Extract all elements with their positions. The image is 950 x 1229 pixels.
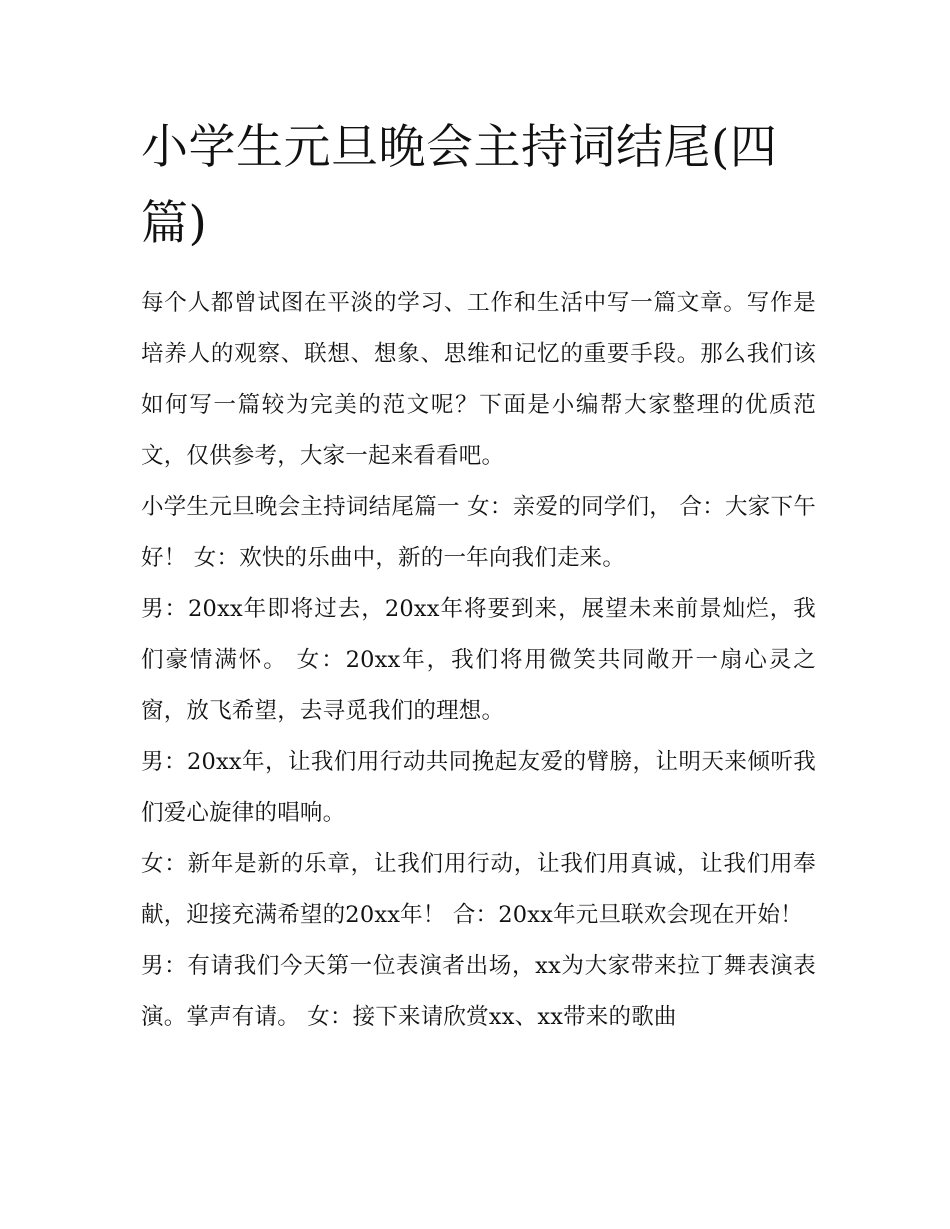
body-paragraph: 男：有请我们今天第一位表演者出场，xx为大家带来拉丁舞表演表演。掌声有请。 女：接下来请欣赏xx、xx带来的歌曲 <box>141 953 816 1030</box>
document-body <box>141 110 816 1043</box>
body-paragraph: 小学生元旦晚会主持词结尾篇一 女：亲爱的同学们， 合：大家下午好！ 女：欢快的乐曲中，新的一年向我们走来。 <box>141 494 816 571</box>
body-paragraph: 女：新年是新的乐章，让我们用行动，让我们用真诚，让我们用奉献，迎接充满希望的20xx年！ 合：20xx年元旦联欢会现在开始！ <box>141 851 816 928</box>
body-paragraph: 男：20xx年即将过去，20xx年将要到来，展望未来前景灿烂，我们豪情满怀。 女：20xx年，我们将用微笑共同敞开一扇心灵之窗，放飞希望，去寻觅我们的理想。 <box>141 596 816 724</box>
document-title: 小学生元旦晚会主持词结尾(四篇) <box>141 120 778 251</box>
body-paragraph: 男：20xx年，让我们用行动共同挽起友爱的臂膀，让明天来倾听我们爱心旋律的唱响。 <box>141 749 816 826</box>
intro-paragraph: 每个人都曾试图在平淡的学习、工作和生活中写一篇文章。写作是培养人的观察、联想、想象、思维和记忆的重要手段。那么我们该如何写一篇较为完美的范文呢？下面是小编帮大家整理的优质范文，仅供参考，大家一起来看看吧。 <box>141 290 816 469</box>
